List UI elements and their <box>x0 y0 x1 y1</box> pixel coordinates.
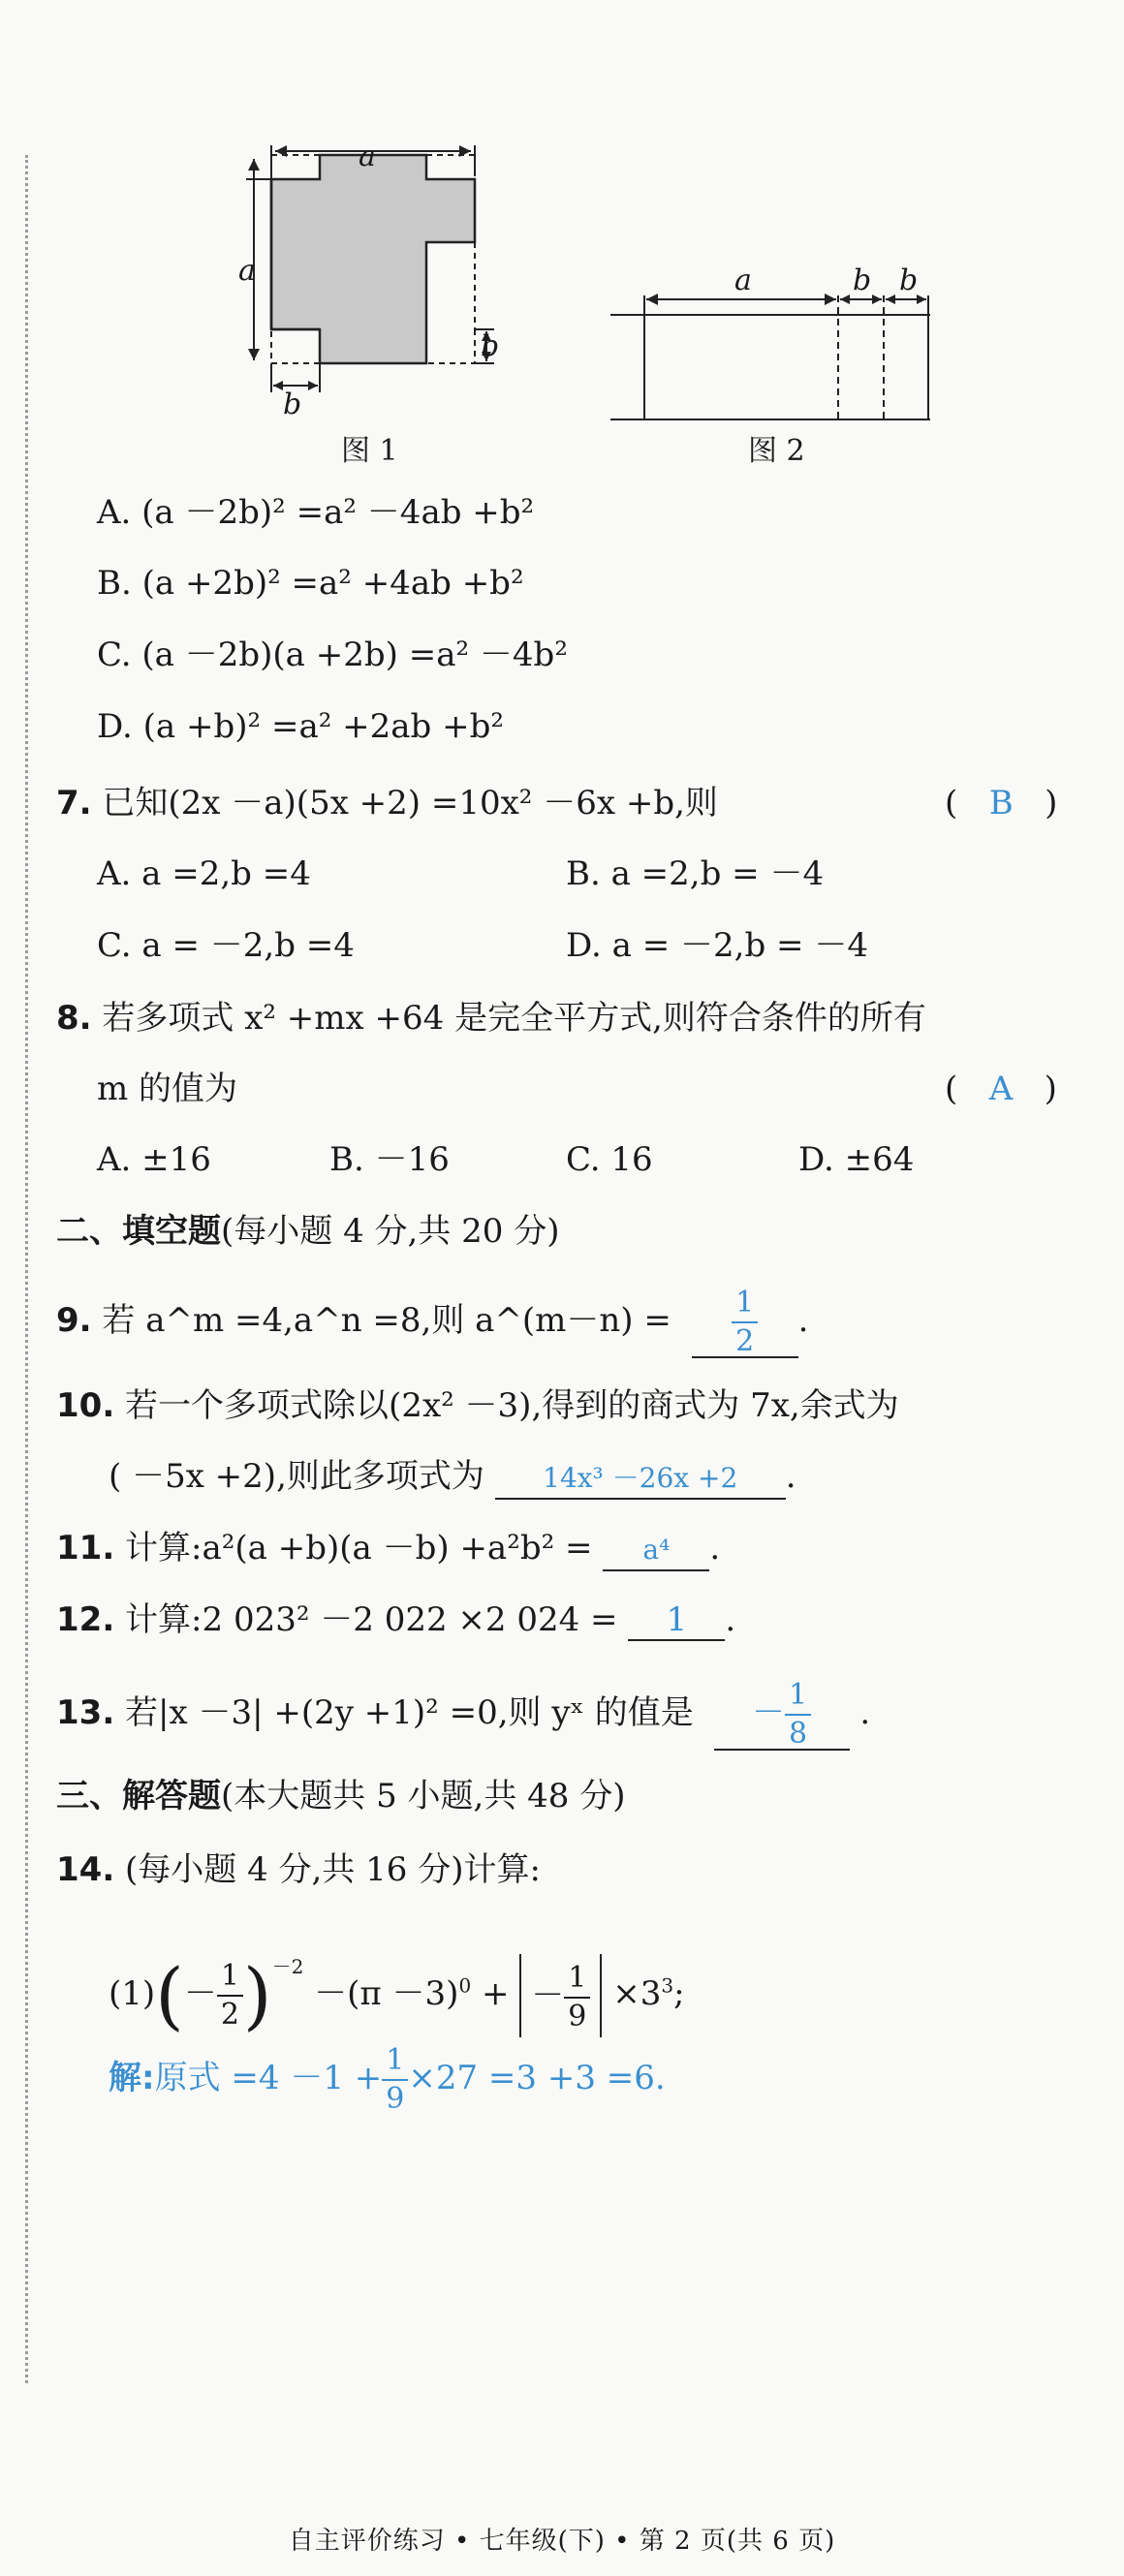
q8-answer-bracket: ( A ) <box>945 1070 1057 1108</box>
q14-solution <box>109 2044 666 2114</box>
q8-text-1: 若多项式 x² +mx +64 是完全平方式,则符合条件的所有 <box>102 999 926 1038</box>
q14-solution-text-1: 原式 =4 －1 + <box>154 2059 383 2097</box>
q14-solution-numerator: 1 <box>386 2043 405 2077</box>
fig1-label-a-left: a <box>238 254 256 288</box>
q7-option-b: B. a =2,b = －4 <box>566 854 825 893</box>
q6-option-a: A. (a －2b)² =a² －4ab +b² <box>97 493 535 532</box>
q9-answer-denominator: 2 <box>732 1321 758 1356</box>
q12-answer: 1 <box>628 1600 725 1641</box>
q9-answer-fraction <box>732 1288 758 1356</box>
q11-answer: a⁴ <box>603 1531 709 1571</box>
q14-line <box>56 1847 541 1893</box>
q7-option-d: D. a = －2,b = －4 <box>566 926 868 965</box>
q7-text: 已知(2x －a)(5x +2) =10x² －6x +b,则 <box>102 784 718 822</box>
q10-line1 <box>56 1382 899 1429</box>
q12-line: 12. 计算:2 023² －2 022 ×2 024 = 1 . <box>56 1600 736 1639</box>
section-3-title: 三、解答题 <box>56 1777 221 1816</box>
q11-text: 计算:a²(a +b)(a －b) +a²b² = <box>125 1529 593 1567</box>
q7-number: 7. <box>56 784 92 822</box>
section-2-title: 二、填空题 <box>56 1212 221 1251</box>
q8-text-2: m 的值为 <box>97 1070 238 1108</box>
section-3-heading <box>56 1773 625 1819</box>
q13-text: 若|x －3| +(2y +1)² =0,则 yˣ 的值是 <box>125 1693 694 1732</box>
q10-line2: ( －5x +2),则此多项式为 14x³ －26x +2 . <box>109 1453 796 1500</box>
fig2-label-b2: b <box>899 264 919 297</box>
q9-answer-numerator: 1 <box>735 1286 755 1319</box>
fig1-label-b-right: b <box>481 329 500 363</box>
q8-number: 8. <box>56 999 92 1038</box>
q10-text-2: ( －5x +2),则此多项式为 <box>109 1457 484 1496</box>
figure-2 <box>610 276 940 431</box>
q10-text-1: 若一个多项式除以(2x² －3),得到的商式为 7x,余式为 <box>125 1386 899 1425</box>
fig2-label-b1: b <box>853 264 872 297</box>
q14-text: (每小题 4 分,共 16 分)计算: <box>125 1850 541 1889</box>
section-3-note: (本大题共 5 小题,共 48 分) <box>221 1777 626 1816</box>
q8-option-b: B. －16 <box>329 1140 450 1179</box>
q14-number: 14. <box>56 1850 115 1889</box>
q13-answer-denominator: 8 <box>785 1714 811 1749</box>
q14-solution-fraction <box>382 2043 408 2116</box>
q12-number: 12. <box>56 1600 115 1639</box>
q8-option-c: C. 16 <box>566 1140 653 1179</box>
q6-option-c: C. (a －2b)(a +2b) =a² －4b² <box>97 636 568 674</box>
q13-line: 13. 若|x －3| +(2y +1)² =0,则 yˣ 的值是 － $\frac{1}{8}$ . <box>56 1678 871 1751</box>
q6-option-d: D. (a +b)² =a² +2ab +b² <box>97 707 505 746</box>
fig1-label-a-top: a <box>359 140 376 173</box>
q8-option-a: A. ±16 <box>97 1140 211 1179</box>
q12-text: 计算:2 023² －2 022 ×2 024 = <box>125 1600 618 1639</box>
q9-number: 9. <box>56 1301 92 1340</box>
q8-answer: A <box>988 1070 1014 1108</box>
q14-solution-denominator: 9 <box>382 2079 408 2114</box>
q14-solution-text-2: ×27 =3 +3 =6. <box>408 2059 666 2097</box>
q14-fraction-half: $\frac{1}{2}$ <box>217 1962 243 2030</box>
q13-answer-blank <box>714 1678 850 1751</box>
q10-answer: 14x³ －26x +2 <box>495 1459 786 1500</box>
q8-option-d: D. ±64 <box>798 1140 915 1179</box>
q9-answer-blank <box>692 1288 798 1358</box>
q14-part1-expression: (1)(－ $\frac{1}{2}$ )$^{-2} -(\pi -3)^0$ + － $\frac{1}{9}$ $\times 3^3$; <box>109 1952 685 2038</box>
q13-answer-sign: － <box>752 1693 786 1732</box>
section-2-note: (每小题 4 分,共 20 分) <box>221 1212 560 1251</box>
q14-part1-label: (1) <box>109 1974 156 2013</box>
q7-answer: B <box>988 784 1014 822</box>
q13-answer-fraction <box>785 1678 811 1751</box>
binding-margin-line <box>25 155 28 2383</box>
fig1-label-b-bottom: b <box>283 388 302 421</box>
fig1-caption: 图 1 <box>341 434 398 468</box>
page-footer: 自主评价练习 • 七年级(下) • 第 2 页(共 6 页) <box>288 2527 836 2556</box>
q14-absolute-value: － $\frac{1}{9}$ <box>519 1954 602 2037</box>
q11-line: 11. 计算:a²(a +b)(a －b) +a²b² = a⁴ . <box>56 1525 720 1571</box>
q7-option-a: A. a =2,b =4 <box>97 854 311 893</box>
q7-option-c: C. a = －2,b =4 <box>97 926 355 965</box>
q6-option-b: B. (a +2b)² =a² +4ab +b² <box>97 564 524 603</box>
q7-answer-bracket: ( B ) <box>945 784 1058 822</box>
figure-1 <box>233 145 504 426</box>
q10-number: 10. <box>56 1386 115 1425</box>
q13-number: 13. <box>56 1693 115 1732</box>
fig2-label-a: a <box>734 264 752 297</box>
figure-1-cross-shape <box>271 155 475 363</box>
q11-number: 11. <box>56 1529 115 1567</box>
section-2-heading <box>56 1208 559 1255</box>
q9-text: 若 a^m =4,a^n =8,则 a^(m－n) = <box>102 1301 671 1340</box>
fig2-caption: 图 2 <box>748 434 805 468</box>
q7-stem <box>56 780 718 826</box>
q13-answer-numerator: 1 <box>789 1678 808 1712</box>
q8-stem-line1 <box>56 995 926 1041</box>
q9-line: 9. 若 a^m =4,a^n =8,则 a^(m－n) = $\frac{1}{2}$ . <box>56 1286 809 1358</box>
q14-solution-label: 解: <box>109 2059 155 2097</box>
